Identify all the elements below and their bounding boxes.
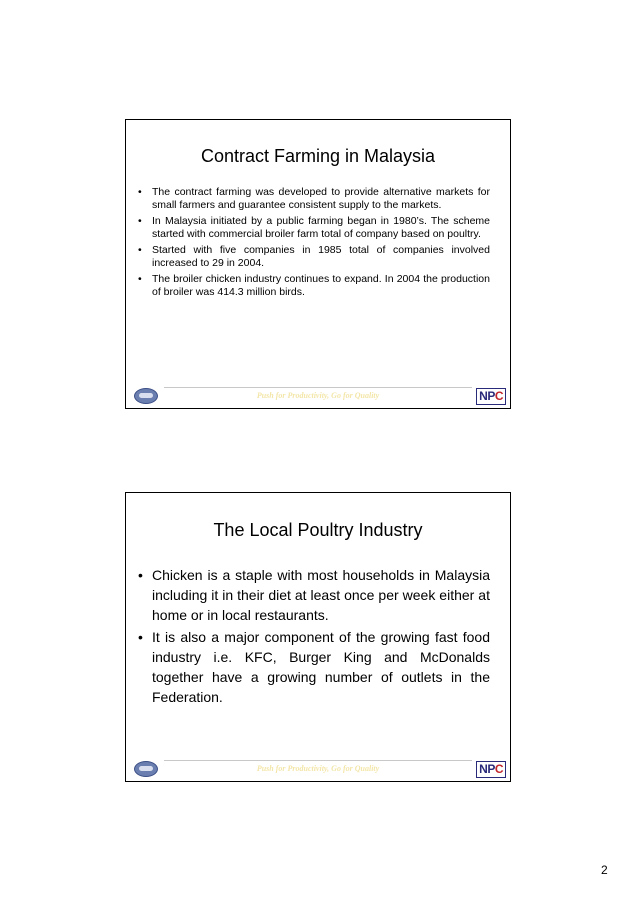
npc-logo-icon: NPC bbox=[476, 388, 506, 405]
bullet-item: • The contract farming was developed to provide alternative markets for small farmers and guarantee consistent supply to the markets. bbox=[136, 186, 490, 212]
slide-contract-farming bbox=[125, 119, 511, 409]
bullet-item: • Chicken is a staple with most households in Malaysia including it in their diet at least once per week either at home or in local restaurants. bbox=[136, 565, 490, 625]
footer-divider bbox=[164, 760, 472, 761]
slide-title: Contract Farming in Malaysia bbox=[200, 146, 436, 166]
footer-divider bbox=[164, 387, 472, 388]
footer-tagline: Push for Productivity, Go for Quality bbox=[256, 391, 380, 400]
slide-local-poultry bbox=[125, 492, 511, 782]
slide-footer bbox=[126, 757, 510, 781]
bullet-list bbox=[136, 186, 490, 302]
footer-tagline: Push for Productivity, Go for Quality bbox=[256, 764, 380, 773]
slide-footer bbox=[126, 384, 510, 408]
npc-logo-icon: NPC bbox=[476, 761, 506, 778]
bullet-item: • In Malaysia initiated by a public farming began in 1980’s. The scheme started with commercial broiler farm total of company based on poultry. bbox=[136, 215, 490, 241]
bullet-item: • Started with five companies in 1985 total of companies involved increased to 29 in 2004. bbox=[136, 244, 490, 270]
slide-title: The Local Poultry Industry bbox=[213, 520, 423, 540]
bullet-item: • It is also a major component of the growing fast food industry i.e. KFC, Burger King and McDonalds together have a growing number of outlets in the Federation. bbox=[136, 627, 490, 707]
bullet-item: • The broiler chicken industry continues to expand. In 2004 the production of broiler was 414.3 million birds. bbox=[136, 273, 490, 299]
page-number: 2 bbox=[601, 863, 608, 877]
bullet-list bbox=[136, 565, 490, 709]
